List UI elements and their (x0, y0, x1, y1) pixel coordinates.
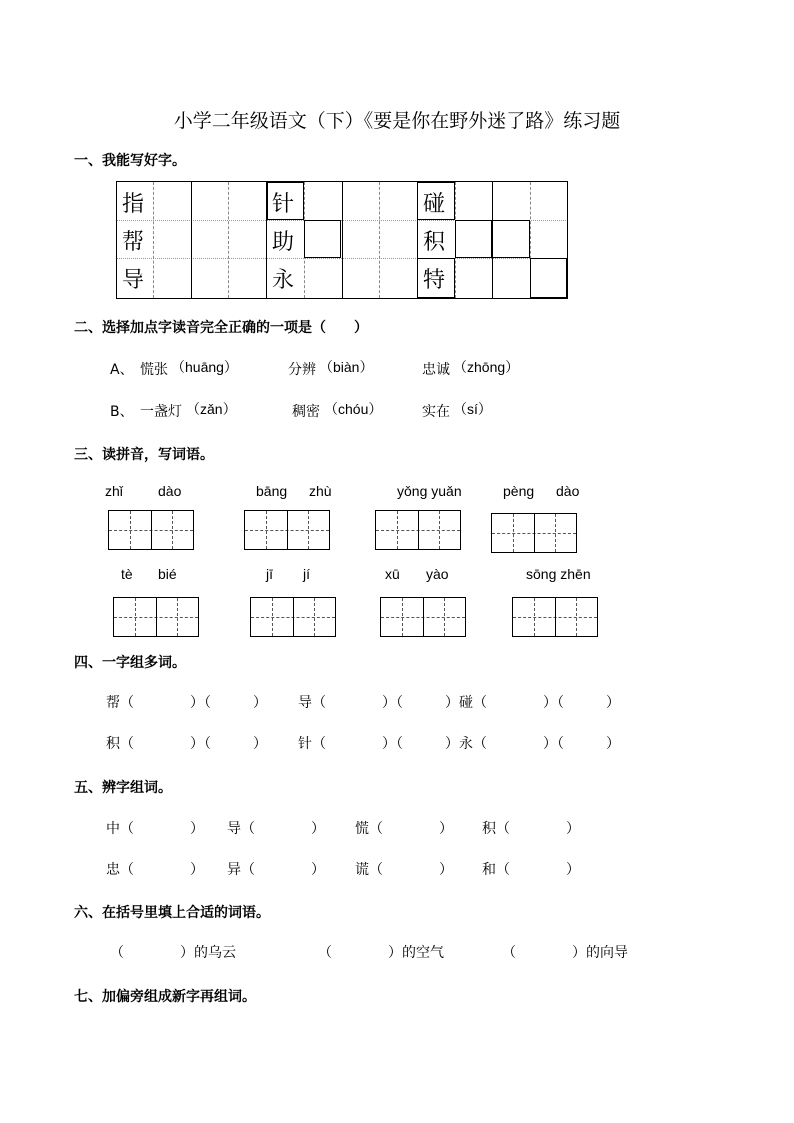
option-b-pinyin-3: （sí） (453, 401, 492, 417)
grid-char: 帮 (122, 230, 145, 255)
grid-char: 特 (423, 268, 446, 293)
fill-blank-item: （ ）的空气 (318, 945, 444, 961)
option-a-pinyin-2: （biàn） (319, 359, 374, 375)
pinyin-label: jī (266, 566, 273, 582)
word-group-item: 帮（ ）（ ） (106, 695, 267, 711)
option-a-pinyin-3: （zhōng） (453, 359, 520, 375)
section-1-heading: 一、我能写好字。 (74, 153, 186, 169)
option-b-word-1: 一盏灯 (140, 404, 182, 420)
option-a-word-2: 分辨 (288, 362, 316, 378)
writing-box[interactable] (113, 597, 199, 637)
word-group-item: 导（ ）（ ）碰（ ）（ ） (298, 695, 620, 711)
writing-box[interactable] (375, 510, 461, 550)
option-b-word-2: 稠密 (292, 404, 320, 420)
section-4-heading: 四、一字组多词。 (74, 655, 186, 671)
section-6-heading: 六、在括号里填上合适的词语。 (74, 905, 270, 921)
pinyin-label: bāng (256, 483, 288, 499)
grid-char: 积 (423, 230, 446, 255)
pinyin-label: dào (556, 483, 580, 499)
grid-char: 碰 (423, 192, 446, 217)
pinyin-label: yào (426, 566, 449, 582)
writing-box[interactable] (108, 510, 194, 550)
grid-char: 针 (272, 192, 295, 217)
pinyin-label: pèng (503, 483, 535, 499)
fill-blank-item: （ ）的乌云 (110, 945, 236, 961)
option-a-word-3: 忠诚 (422, 362, 450, 378)
word-group-item: 导（ ） (227, 821, 325, 837)
word-group-item: 中（ ） (106, 821, 204, 837)
word-group-item: 忠（ ） (106, 862, 204, 878)
pinyin-label: zhù (309, 483, 332, 499)
option-a-word-1: 慌张 (140, 362, 168, 378)
fill-blank-item: （ ）的向导 (502, 945, 628, 961)
section-2-heading: 二、选择加点字读音完全正确的一项是（ ） (74, 320, 368, 336)
writing-box[interactable] (244, 510, 330, 550)
grid-char: 指 (122, 192, 145, 217)
pinyin-label: tè (121, 566, 133, 582)
word-group-item: 积（ ） (482, 821, 580, 837)
pinyin-label: yǒng yuǎn (397, 483, 462, 499)
option-b-word-3: 实在 (422, 404, 450, 420)
writing-box[interactable] (491, 513, 577, 553)
option-b-pinyin-2: （chóu） (324, 401, 383, 417)
writing-box[interactable] (250, 597, 336, 637)
grid-char: 助 (272, 230, 295, 255)
page-title: 小学二年级语文（下）《要是你在野外迷了路》练习题 (173, 110, 621, 132)
pinyin-label: dào (158, 483, 182, 499)
grid-char: 永 (272, 268, 295, 293)
option-b-label: B、 (110, 404, 134, 420)
pinyin-label: jí (303, 566, 310, 582)
word-group-item: 谎（ ） (355, 862, 453, 878)
grid-char: 导 (122, 268, 145, 293)
pinyin-label: xū (385, 566, 400, 582)
pinyin-label: zhǐ (105, 483, 123, 499)
pinyin-label: sōng zhēn (526, 566, 591, 582)
section-5-heading: 五、辨字组词。 (74, 780, 172, 796)
word-group-item: 异（ ） (227, 862, 325, 878)
word-group-item: 积（ ）（ ） (106, 736, 267, 752)
writing-box[interactable] (380, 597, 466, 637)
section-3-heading: 三、读拼音，写词语。 (74, 447, 214, 463)
option-b-pinyin-1: （zǎn） (186, 401, 237, 417)
section-7-heading: 七、加偏旁组成新字再组词。 (74, 989, 256, 1005)
word-group-item: 针（ ）（ ）永（ ）（ ） (298, 736, 620, 752)
copy-grid (116, 181, 568, 299)
writing-box[interactable] (512, 597, 598, 637)
word-group-item: 慌（ ） (355, 821, 453, 837)
word-group-item: 和（ ） (482, 862, 580, 878)
option-a-label: A、 (110, 362, 134, 378)
option-a-pinyin-1: （huāng） (171, 359, 238, 375)
pinyin-label: bié (158, 566, 177, 582)
